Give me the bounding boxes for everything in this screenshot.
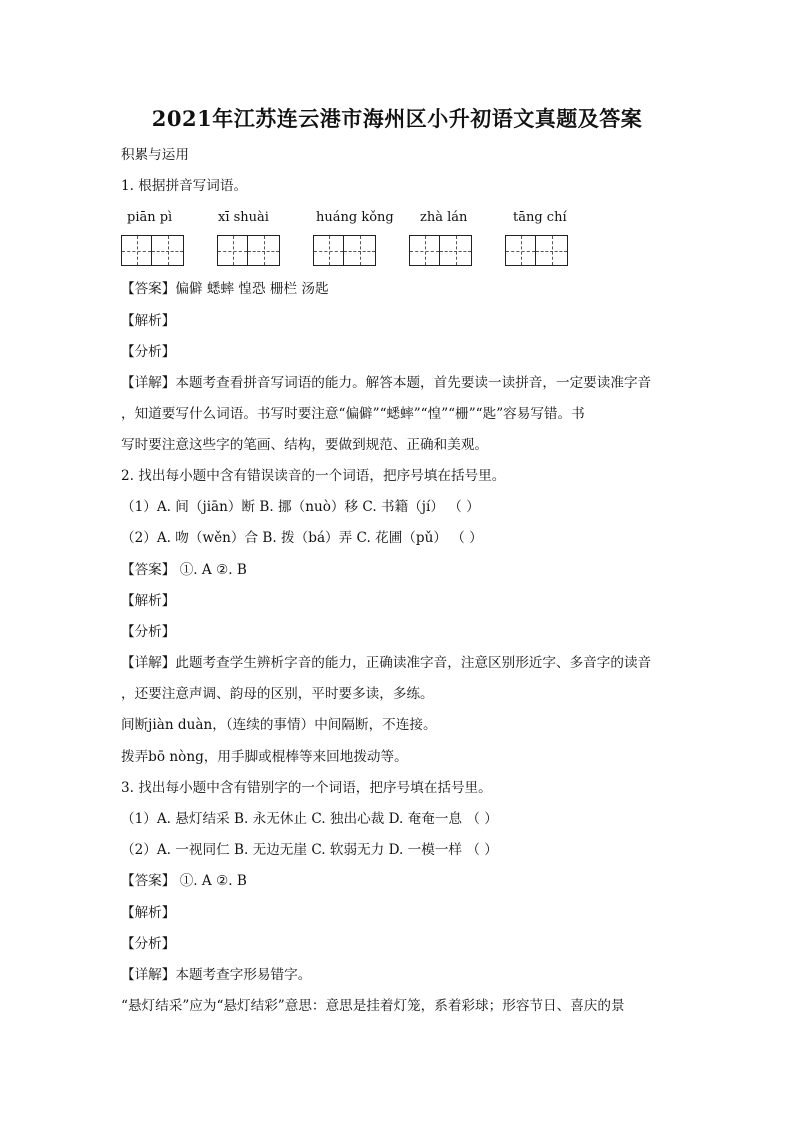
pinyin-4: zhà lán (420, 210, 468, 225)
q1-detail-3: 写时要注意这些字的笔画、结构，要做到规范、正确和美观。 (121, 437, 489, 453)
q2-item-1: （1）A. 间（jiān）断 B. 挪（nuò）移 C. 书籍（jí） （ ） (121, 499, 480, 515)
q1-detail-2: ，知道要写什么词语。书写时要注意“偏僻”“蟋蟀”“惶”“栅”“匙”容易写错。书 (121, 406, 585, 422)
q3-detail-2: “悬灯结采”应为“悬灯结彩”意思：意思是挂着灯笼，系着彩球；形容节日、喜庆的景 (121, 998, 625, 1014)
pinyin-3: huáng kǒng (316, 210, 394, 225)
q2-note-2: 拨弄bō nòng，用手脚或棍棒等来回地拨动等。 (121, 749, 408, 765)
q2-note-1: 间断jiàn duàn，（连续的事情）中间隔断，不连接。 (121, 717, 437, 733)
q1-jiexi: 【解析】 (121, 313, 176, 329)
writing-grid-4[interactable] (409, 235, 473, 267)
q3-item-2: （2）A. 一视同仁 B. 无边无崖 C. 软弱无力 D. 一模一样 （ ） (121, 842, 498, 858)
writing-grid-2[interactable] (217, 235, 281, 267)
q2-prompt: 2. 找出每小题中含有错误读音的一个词语，把序号填在括号里。 (121, 468, 506, 484)
q1-prompt: 1. 根据拼音写词语。 (121, 178, 248, 194)
q3-jiexi: 【解析】 (121, 905, 176, 921)
q3-fenxi: 【分析】 (121, 936, 176, 952)
q1-fenxi: 【分析】 (121, 344, 176, 360)
q1-answer: 【答案】偏僻 蟋蟀 惶恐 栅栏 汤匙 (121, 281, 329, 297)
q2-item-2: （2）A. 吻（wěn）合 B. 拨（bá）弄 C. 花圃（pǔ） （ ） (121, 530, 483, 546)
pinyin-1: piān pì (127, 210, 173, 225)
q2-answer: 【答案】 ①. A ②. B (121, 562, 247, 578)
writing-grid-3[interactable] (313, 235, 377, 267)
q2-fenxi: 【分析】 (121, 624, 176, 640)
q1-detail-1: 【详解】本题考查看拼音写词语的能力。解答本题，首先要读一读拼音，一定要读准字音 (121, 375, 652, 391)
q3-answer: 【答案】 ①. A ②. B (121, 873, 247, 889)
q2-detail-2: ，还要注意声调、韵母的区别，平时要多读，多练。 (121, 686, 434, 702)
section-heading: 积累与运用 (121, 147, 189, 163)
q2-detail-1: 【详解】此题考查学生辨析字音的能力，正确读准字音，注意区别形近字、多音字的读音 (121, 655, 652, 671)
q3-item-1: （1）A. 悬灯结采 B. 永无休止 C. 独出心裁 D. 奄奄一息 （ ） (121, 811, 498, 827)
writing-grid-5[interactable] (505, 235, 569, 267)
q3-detail-1: 【详解】本题考查字形易错字。 (121, 967, 312, 983)
q2-jiexi: 【解析】 (121, 593, 176, 609)
page-title: 2021年江苏连云港市海州区小升初语文真题及答案 (151, 106, 643, 131)
pinyin-5: tāng chí (513, 210, 567, 225)
pinyin-2: xī shuài (218, 210, 269, 225)
writing-grid-1[interactable] (121, 235, 185, 267)
q3-prompt: 3. 找出每小题中含有错别字的一个词语，把序号填在括号里。 (121, 780, 492, 796)
